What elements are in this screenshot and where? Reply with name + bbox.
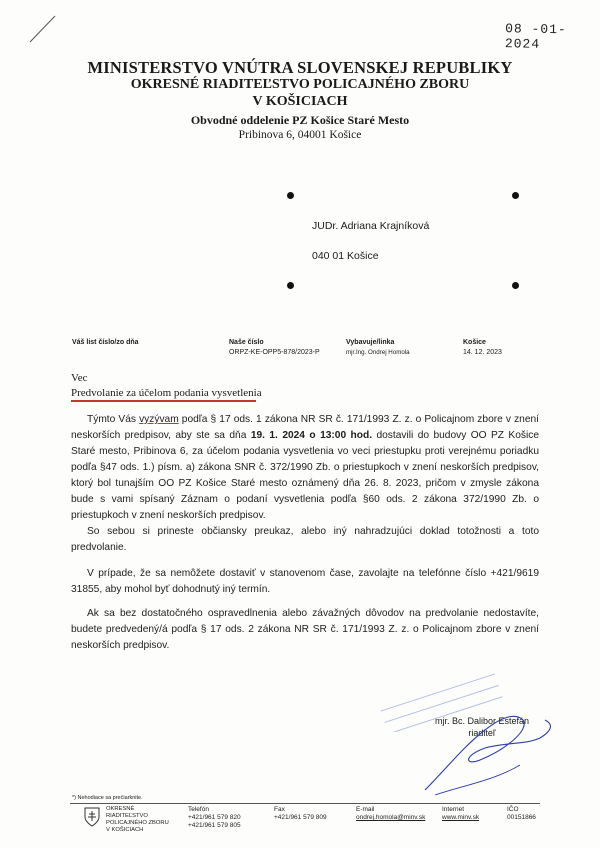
email-link[interactable]: ondrej.homola@minv.sk (356, 814, 426, 821)
handler-label: Vybavuje/linka (346, 339, 395, 346)
signatory-name: mjr. Bc. Dalibor Estefán (434, 716, 530, 726)
paragraph-reschedule: V prípade, že sa nemôžete dostaviť v stanovenom čase, zavolajte na telefónne číslo +421/9619 31855, aby mohol byť dohodnutý iný termín. (71, 568, 539, 595)
pen-stroke-mark (28, 14, 58, 44)
phone-number-2: +421/961 579 805 (188, 822, 241, 829)
ministry-title: MINISTERSTVO VNÚTRA SLOVENSKEJ REPUBLIKY (87, 58, 513, 77)
appointment-time: 13:00 hod. (320, 430, 373, 441)
your-ref-label: Váš list číslo/zo dňa (72, 339, 139, 346)
paragraph-consequences: Ak sa bez dostatočného ospravedlnenia alebo závažných dôvodov na predvolanie nedostavíte, budete predvedený/á podľa § 17 ods. 2 zákona NR SR č. 171/1993 Z. z. o Policajnom zbore v znení neskorších predpisov. (71, 608, 539, 651)
footer-org-line: RIADITEĽSTVO (106, 813, 148, 819)
ico-number: 00151866 (507, 814, 536, 821)
recipient-name: JUDr. Adriana Krajníková (312, 220, 430, 232)
footer-org-line: V KOŠICIACH (106, 827, 144, 833)
department-title: Obvodné oddelenie PZ Košice Staré Mesto (190, 113, 410, 127)
ico-label: IČO (507, 806, 519, 813)
phone-number-1: +421/961 579 820 (188, 814, 241, 821)
footer-phone (188, 806, 241, 830)
footer-divider (70, 803, 540, 804)
footer-org (106, 806, 169, 834)
received-date-stamp: 08 -01- 2024 (504, 21, 567, 52)
address-marker-bottom-left (287, 282, 294, 289)
recipient-city: 040 01 Košice (312, 250, 379, 262)
p1-verb: vyzývam (139, 414, 179, 425)
subject-underline (71, 400, 256, 402)
fax-number: +421/961 579 809 (274, 814, 327, 821)
address-marker-top-left (287, 192, 294, 199)
footer-email (356, 806, 425, 822)
footnote: *) Nehodiace sa prečiarknite. (72, 795, 143, 801)
footer-ico (507, 806, 536, 822)
signatory-title: riaditeľ (468, 728, 496, 738)
subject-label: Vec (71, 372, 88, 384)
address-marker-bottom-right (512, 282, 519, 289)
p1-text-a: Týmto Vás (87, 414, 140, 425)
website-link[interactable]: www.minv.sk (442, 814, 480, 821)
our-ref-label: Naše číslo (229, 339, 264, 346)
our-ref-value: ORPZ-KE-OPP5-878/2023-P (229, 349, 320, 356)
paragraph-summons (71, 412, 539, 524)
footer-org-line: OKRESNÉ (106, 806, 135, 812)
letter-date: 14. 12. 2023 (463, 349, 502, 356)
directorate-title: OKRESNÉ RIADITEĽSTVO POLICAJNÉHO ZBORU (130, 77, 470, 92)
footer-org-line: POLICAJNÉHO ZBORU (106, 820, 169, 826)
handwritten-signature (405, 690, 565, 800)
place-label: Košice (463, 339, 486, 346)
footer-fax (274, 806, 327, 822)
footer-internet (442, 806, 479, 822)
email-label: E-mail (356, 806, 375, 813)
address-marker-top-right (512, 192, 519, 199)
p1-text-e: dostavili do budovy OO PZ Košice Staré mesto, Pribinova 6, za účelom podania vysvetlenia vo veci priestupku proti verejnému poriadku podľa §47 ods. 1.) písm. a) zákona SNR č. 372/1990 Zb. o priestupkoch v znení neskorších predpisov, ktorý bol tunajším OO PZ Košice Staré mesto oznámený dňa 26. 8. 2023, pričom v zmysle zákona bude s vami spísaný Záznam o podaní vysvetlenia podľa §60 ods. 2 zákona 372/1990 Zb. o priestupkoch v znení neskorších predpisov. (71, 430, 540, 521)
department-address: Pribinova 6, 04001 Košice (238, 129, 362, 141)
p1-text-d: o (304, 430, 321, 441)
fax-label: Fax (274, 806, 285, 813)
phone-label: Telefón (188, 806, 209, 813)
coat-of-arms-icon (84, 807, 100, 827)
subject-text: Predvolanie za účelom podania vysvetlenia (71, 387, 262, 399)
p1-text-c: podľa § 17 ods. 1 zákona NR SR č. 171/1993 Z. z. o Policajnom zbore v znení neskorších predpisov, aby ste sa dňa (71, 414, 540, 441)
city-title: V KOŠICIACH (252, 94, 348, 109)
appointment-date: 19. 1. 2024 (250, 430, 305, 441)
paragraph-bring-id: So sebou si prineste občiansky preukaz, alebo iný nahradzujúci doklad totožnosti a toto predvolanie. (71, 526, 539, 553)
handler-value: mjr.Ing. Ondrej Homola (346, 349, 410, 356)
internet-label: Internet (442, 806, 465, 813)
